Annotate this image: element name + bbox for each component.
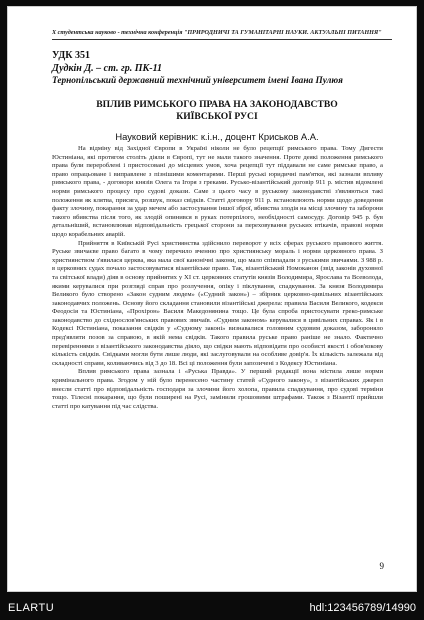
article-title-line-1: ВПЛИВ РИМСЬКОГО ПРАВА НА ЗАКОНОДАВСТВО [96,99,338,110]
body-paragraph: Вплив римського права зазнала і «Руська Правда». У перший редакції вона містила лише норми кримінального права. Згодом у ній було перенесено частину статей «Судного закону», з візантійських джерел внесли статті про відповідальність господаря за злочини його холопа, правила спадкування, про судові терміни тощо. Тілесні покарання, що були поширені на Русі, замінили грошовими штрафами. Також з Візантії прийшли статті про катування під час слідства. [52,368,383,410]
body-paragraph: На відміну від Західної Європи в Україні ніколи не було рецепції римського права. Тому Дигести Юстиніана, які протягом століть діяли в Європі, тут не мали такого значення. Проте деякі положення римського права були перероблені і пристосовані до місцевих умов, хоча рецепції тут піддавали не саме римське право, а право опрацьоване і виправлене з пізнішими коментарями. Перші руські юридичні пам'ятки, які зазнали впливу римського права, - договори князів Олега та Ігоря з греками. Русько-візантійський договір 911 р. містив відомлені норми римського процесу про судові докази. Саме з цього часу в руському законодавстві з'являються такі положення як клятва, присяга, розшук, показ свідків. Статті договору 911 р. встановлюють норми щодо доведення факту злочину, покарання за удар мечем або застосування іншої зброї, вбивства злодія на місці злочину та заборони такого вбивства після того, як злодій опинився в руках потерпілого, необхідності самосуду. Договір 945 р. був детальніший, встановлював відповідальність грецької сторони за переховування руських втікачів, правові норми щодо корабельних аварій. [52,145,383,238]
handle-id: hdl:123456789/14990 [309,602,416,614]
article-title-line-2: КИЇВСЬКОЇ РУСІ [176,110,258,122]
page-number: 9 [379,561,384,571]
udc-code: УДК 351 [52,50,90,61]
article-title [52,99,382,123]
repository-name: ELARTU [8,602,55,614]
document-page [7,6,417,592]
affiliation-line: Тернопільський державний технічний університет імені Івана Пулюя [52,76,343,86]
body-paragraph: Прийняття в Київській Русі християнства здійснило переворот у всіх сферах руського правового життя. Руське звичаєве право багато в чому перечило вченню про християнську мораль і норми церковного права. З християнством з'явилася церква, яка мала свої канонічні закони, що мало співпадали з руськими звичаями. З 988 р. в церковних судах почало застосовуватися візантійське право. Так, візантійський Номоканон (звід законів духовної та світської влади) діяв в основу прийнятих у XI ст. церковних статутів князів Володимира, Ярослава та Всеволода, якими керувалися при розгляді справ про розлучення, опіку і піклування, спадкування. За князя Володимира Великого було створено «Закон судним людем» («Судний закон») – збірник церковно-цивільних візантійських законодавчих положень. Основу його складання становили візантійські джерела: правила Василя Великого, кодекси Феодосія та Юстиніана, «Прохірон» Василя Македонянина тощо. Це була спроба пристосувати греко-римське законодавство до східнослов'янських правових звичаїв. «Судним законом» керувалися в цивільних справах. Як і в Кодексі Юстиніана, показання свідків у «Судному законі» визнавалися головним судовим доказом, забороняло пред'являти позов за справою, в якій нема свідків. Такого правила руське право раніше не знало. Фактично перевіреннями з візантійського законодавства діяло, що свідки мають відповідати про особисті якості і обов'язкову кількість свідків. Свідками могли бути лише люди, які заслуговували на особливе довір'я. Їх кількість залежала від складності справи, коливаючись від 3 до 18. Всі ці положення були запозичені з Кодексу Юстиніана. [52,239,383,367]
author-line: Дудкін Д. – ст. гр. ПК-11 [52,63,163,74]
viewer-footer [0,598,424,620]
journal-header: Х студентська науково - технічна конференція "ПРИРОДНИЧІ ТА ГУМАНІТАРНІ НАУКИ. АКТУАЛЬНІ ПИТАННЯ" [52,29,382,36]
header-rule [52,39,392,40]
article-body [52,145,383,411]
supervisor-line: Науковий керівник: к.і.н., доцент Криськов А.А. [115,131,319,142]
